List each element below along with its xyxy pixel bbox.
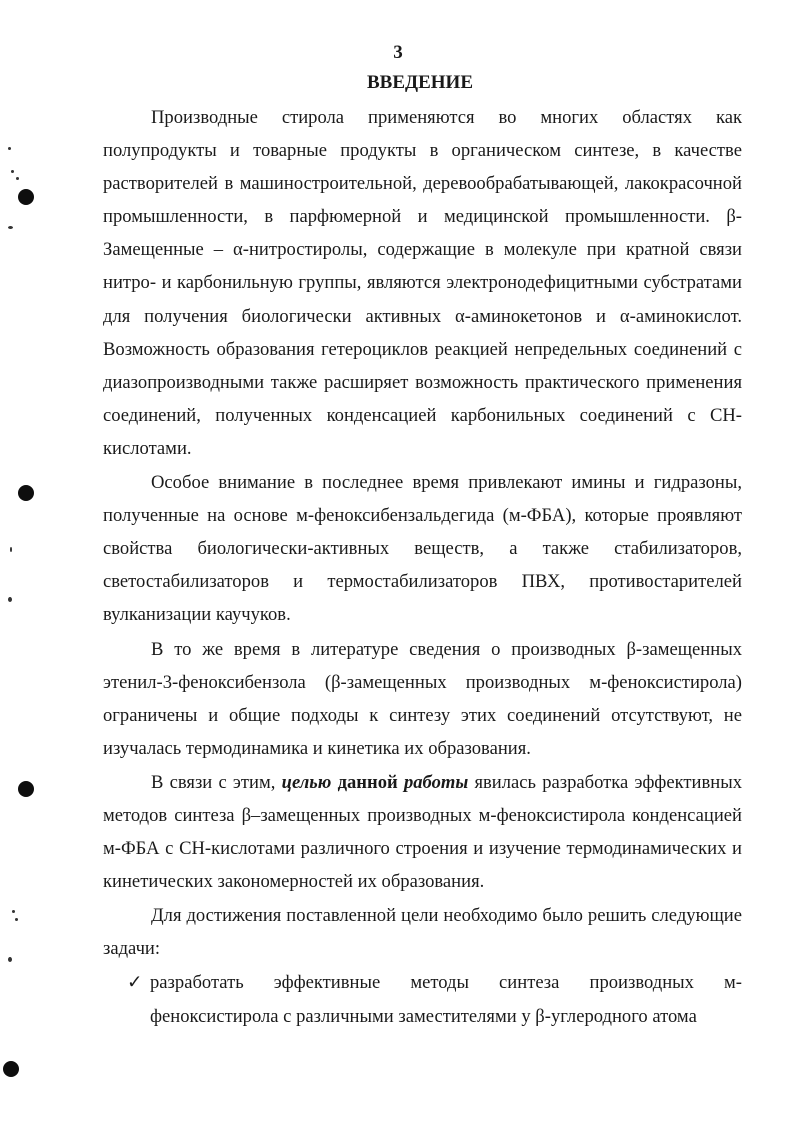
list-item-text: разработать эффективные методы синтеза производных м-феноксистирола с различными заместителями у β-углеродного атома <box>150 972 742 1027</box>
paragraph: Особое внимание в последнее время привлекают имины и гидразоны, полученные на основе м-феноксибензальдегида (м-ФБА), которые проявляют свойства биологически-активных веществ, а также стабилизаторов, светостабилизаторов и термостабилизаторов ПВХ, противостарителей вулканизации каучуков. <box>103 472 742 626</box>
emphasis-text: работы <box>403 771 469 793</box>
scan-speck <box>8 226 13 229</box>
paragraph <box>103 766 742 898</box>
list-item <box>103 966 742 1032</box>
body-text <box>103 101 742 1033</box>
scan-speck <box>10 547 12 552</box>
emphasis-text: целью <box>281 771 332 793</box>
scan-speck <box>11 170 14 173</box>
paragraph: В то же время в литературе сведения о производных β-замещенных этенил-3-феноксибензола (β-замещенных производных м-феноксистирола) ограничены и общие подходы к синтезу этих соединений отсутствуют, не изучалась термодинамика и кинетика их образования. <box>103 638 742 759</box>
checkmark-icon: ✓ <box>127 972 143 994</box>
text-run: явилась разработка эффективных методов синтеза β–замещенных производных м-феноксистирола конденсацией м-ФБА с СН-кислотами различного строения и изучение термодинамических и кинетических закономерностей их образования. <box>103 771 742 893</box>
scan-speck <box>8 147 11 150</box>
bold-text: данной <box>337 771 398 793</box>
punch-hole-mark <box>3 1061 19 1077</box>
punch-hole-mark <box>18 189 34 205</box>
scan-speck <box>16 177 19 180</box>
scan-speck <box>15 918 18 921</box>
scan-speck <box>8 597 12 602</box>
page-number: 3 <box>393 42 403 63</box>
punch-hole-mark <box>18 781 34 797</box>
paragraph: Производные стирола применяются во многих областях как полупродукты и товарные продукты в органическом синтезе, в качестве растворителей в машиностроительной, деревообрабатывающей, лакокрасочной промышленности, в парфюмерной и медицинской промышленности. β-Замещенные – α-нитростиролы, содержащие в молекуле при кратной связи нитро- и карбонильную группы, являются электронодефицитными субстратами для получения биологически активных α-аминокетонов и α-аминокислот. Возможность образования гетероциклов реакцией непредельных соединений с диазопроизводными также расширяет возможность практического применения соединений, полученных конденсацией карбонильных соединений с СН-кислотами. <box>103 107 742 459</box>
scan-speck <box>12 910 15 913</box>
scan-speck <box>8 957 12 962</box>
text-run: В связи с этим, <box>151 771 276 793</box>
section-heading: ВВЕДЕНИЕ <box>367 72 473 93</box>
punch-hole-mark <box>18 485 34 501</box>
paragraph: Для достижения поставленной цели необходимо было решить следующие задачи: <box>103 905 742 960</box>
